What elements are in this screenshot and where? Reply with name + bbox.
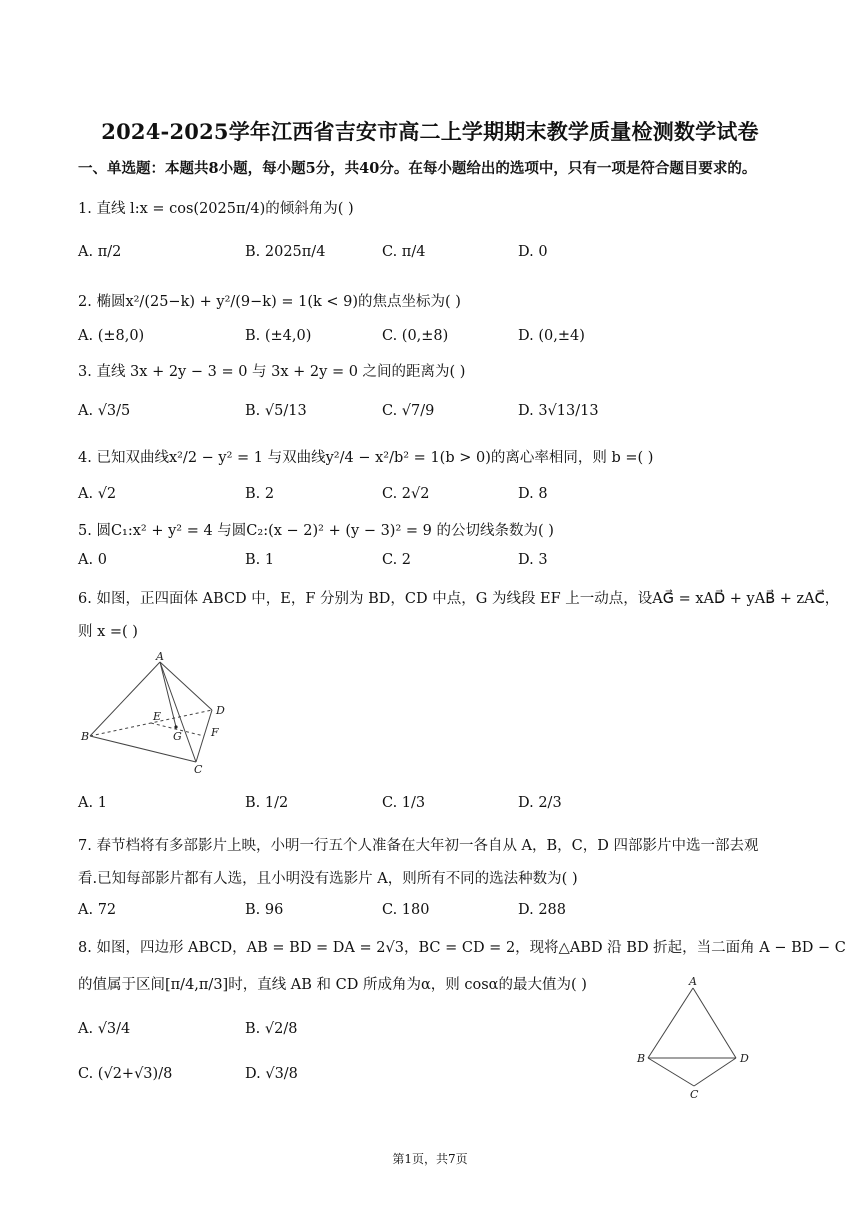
fig6-label-e: E <box>153 710 162 723</box>
question-7-line2: 看.已知每部影片都有人选，且小明没有选影片 A，则所有不同的选法种数为( ) <box>78 871 578 887</box>
q5-option-a: A. 0 <box>78 552 107 568</box>
fig6-label-g: G <box>173 730 182 743</box>
fig6-label-b: B <box>81 730 90 743</box>
q8-option-d: D. √3/8 <box>245 1066 298 1082</box>
q6-option-d: D. 2/3 <box>518 795 562 811</box>
q4-option-a: A. √2 <box>78 486 117 502</box>
q4-option-b: B. 2 <box>245 486 275 502</box>
question-2: 2. 椭圆x²/(25−k) + y²/(9−k) = 1(k < 9)的焦点坐标为( ) <box>78 294 461 310</box>
q2-option-d: D. (0,±4) <box>518 328 585 344</box>
question-1: 1. 直线 l:x = cos(2025π/4)的倾斜角为( ) <box>78 201 354 217</box>
q6-option-b: B. 1/2 <box>245 795 289 811</box>
q1-option-a: A. π/2 <box>78 244 122 260</box>
section-heading: 一、单选题：本题共8小题，每小题5分，共40分。在每小题给出的选项中，只有一项是符合题目要求的。 <box>78 160 757 177</box>
q7-option-a: A. 72 <box>78 902 117 918</box>
fig6-label-f: F <box>211 726 219 739</box>
fig8-label-d: D <box>740 1052 749 1065</box>
q4-option-c: C. 2√2 <box>382 486 430 502</box>
q7-option-c: C. 180 <box>382 902 430 918</box>
page-title: 2024-2025学年江西省吉安市高二上学期期末教学质量检测数学试卷 <box>101 119 759 144</box>
question-7: 7. 春节档将有多部影片上映，小明一行五个人准备在大年初一各自从 A，B，C，D 四部影片中选一部去观 <box>78 838 759 854</box>
q5-option-c: C. 2 <box>382 552 412 568</box>
q5-option-d: D. 3 <box>518 552 548 568</box>
q6-option-c: C. 1/3 <box>382 795 426 811</box>
q3-option-a: A. √3/5 <box>78 403 131 419</box>
q7-option-d: D. 288 <box>518 902 567 918</box>
question-6-line2: 则 x =( ) <box>78 624 138 640</box>
question-3: 3. 直线 3x + 2y − 3 = 0 与 3x + 2y = 0 之间的距离为( ) <box>78 364 466 380</box>
q1-option-c: C. π/4 <box>382 244 426 260</box>
question-5: 5. 圆C₁:x² + y² = 4 与圆C₂:(x − 2)² + (y − 3)² = 9 的公切线条数为( ) <box>78 523 554 539</box>
q6-option-a: A. 1 <box>78 795 107 811</box>
q3-option-c: C. √7/9 <box>382 403 435 419</box>
q1-option-b: B. 2025π/4 <box>245 244 326 260</box>
q8-option-b: B. √2/8 <box>245 1021 298 1037</box>
fig6-label-a: A <box>156 650 164 663</box>
fig6-label-c: C <box>194 763 203 776</box>
fig8-label-a: A <box>689 975 697 988</box>
fig8-label-c: C <box>690 1088 699 1100</box>
q8-option-a: A. √3/4 <box>78 1021 131 1037</box>
q4-option-d: D. 8 <box>518 486 548 502</box>
page-footer: 第1页，共7页 <box>392 1152 468 1166</box>
q3-option-b: B. √5/13 <box>245 403 307 419</box>
q1-option-d: D. 0 <box>518 244 548 260</box>
fig6-label-d: D <box>216 704 225 717</box>
question-8-line2: 的值属于区间[π/4,π/3]时，直线 AB 和 CD 所成角为α，则 cosα的最大值为( ) <box>78 977 587 993</box>
fig8-label-b: B <box>637 1052 646 1065</box>
quadrilateral-figure <box>632 974 762 1100</box>
question-8: 8. 如图，四边形 ABCD，AB = BD = DA = 2√3，BC = CD = 2，现将△ABD 沿 BD 折起，当二面角 A − BD − C <box>78 940 846 956</box>
q2-option-c: C. (0,±8) <box>382 328 449 344</box>
q5-option-b: B. 1 <box>245 552 275 568</box>
q7-option-b: B. 96 <box>245 902 284 918</box>
tetrahedron-figure <box>80 650 240 778</box>
q2-option-a: A. (±8,0) <box>78 328 145 344</box>
q8-option-c: C. (√2+√3)/8 <box>78 1066 173 1082</box>
q2-option-b: B. (±4,0) <box>245 328 312 344</box>
q3-option-d: D. 3√13/13 <box>518 403 599 419</box>
question-4: 4. 已知双曲线x²/2 − y² = 1 与双曲线y²/4 − x²/b² = 1(b > 0)的离心率相同，则 b =( ) <box>78 450 654 466</box>
question-6: 6. 如图，正四面体 ABCD 中，E，F 分别为 BD，CD 中点，G 为线段 EF 上一动点，设AG⃗ = xAD⃗ + yAB⃗ + zAC⃗， <box>78 591 840 607</box>
